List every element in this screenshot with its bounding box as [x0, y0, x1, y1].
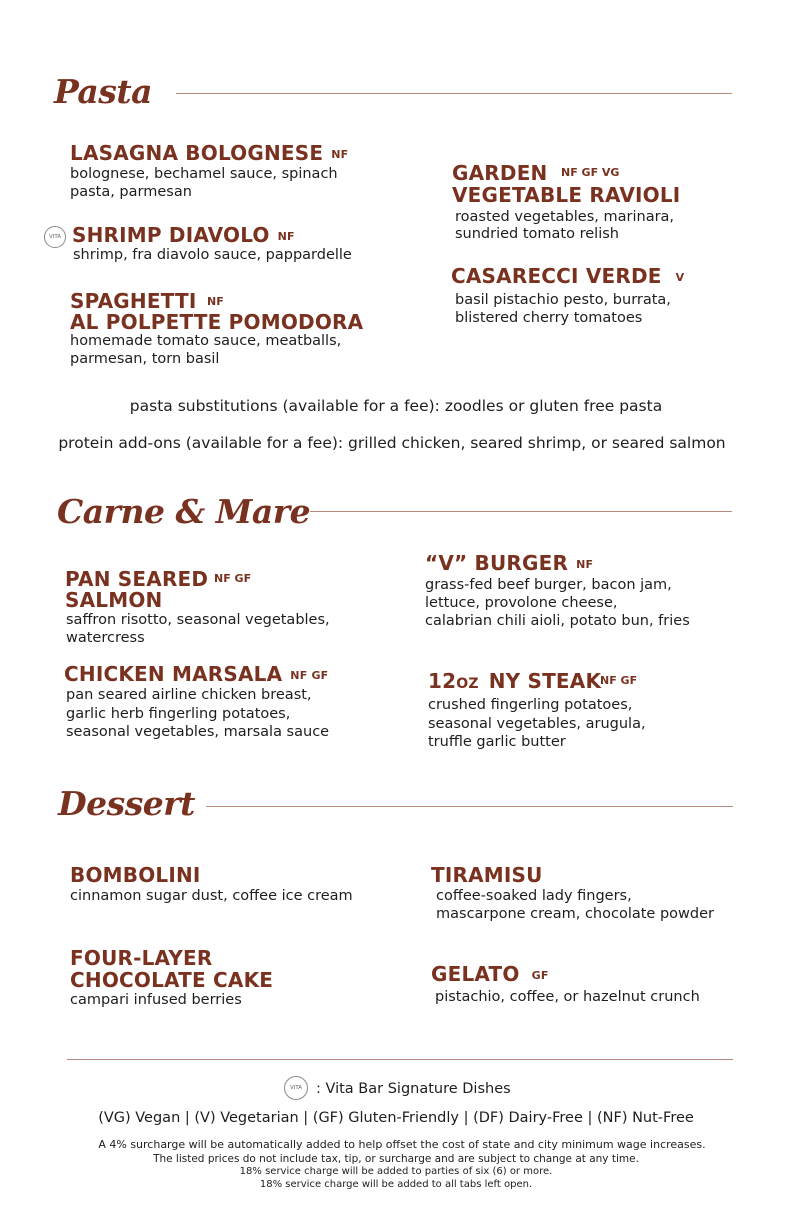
dish-cake-name-1: FOUR-LAYER [70, 946, 213, 970]
service-charge-party-note: 18% service charge will be added to parties of six (6) or more. [239, 1166, 553, 1177]
dish-gelato-name: GELATO $^{GF}$ [431, 962, 549, 986]
vita-legend: : Vita Bar Signature Dishes [316, 1081, 511, 1097]
diet-tags: GF [531, 969, 549, 982]
dish-spaghetti-name-1: SPAGHETTI [70, 289, 197, 313]
surcharge-note: A 4% surcharge will be automatically added to help offset the cost of state and city minimum wage increases. [98, 1138, 706, 1151]
dish-steak-name: 12OZ NY STEAK [428, 669, 602, 693]
dish-cake-desc-1: campari infused berries [70, 992, 242, 1008]
dish-chicken-desc-2: garlic herb fingerling potatoes, [66, 706, 291, 722]
dish-bombolini-desc-1: cinnamon sugar dust, coffee ice cream [70, 888, 353, 904]
diet-tags: V [675, 271, 685, 284]
vita-signature-icon: VITA [44, 226, 66, 248]
dish-chicken-desc-1: pan seared airline chicken breast, [66, 687, 312, 703]
dish-bombolini-name: BOMBOLINI [70, 863, 201, 887]
dish-spaghetti-desc-1: homemade tomato sauce, meatballs, [70, 333, 342, 349]
dish-tiramisu-name: TIRAMISU [431, 863, 543, 887]
dish-ravioli-name-1: GARDEN [452, 161, 548, 185]
dish-casarecci-desc-2: blistered cherry tomatoes [455, 310, 643, 326]
dish-tiramisu-desc-1: coffee-soaked lady fingers, [436, 888, 632, 904]
dish-lasagna-name: LASAGNA BOLOGNESE $^{NF}$ [70, 141, 349, 165]
protein-addons-note: protein add-ons (available for a fee): grilled chicken, seared shrimp, or seared salmon [58, 434, 726, 452]
dish-shrimp-name: SHRIMP DIAVOLO $^{NF}$ [72, 223, 295, 247]
dish-casarecci-name: CASARECCI VERDE $^V$ [451, 264, 685, 288]
dish-burger-desc-3: calabrian chili aioli, potato bun, fries [425, 613, 690, 629]
diet-tags: NF GF [214, 572, 252, 585]
dish-steak-desc-2: seasonal vegetables, arugula, [428, 716, 646, 732]
dish-lasagna-desc-2: pasta, parmesan [70, 184, 192, 200]
dish-cake-name-2: CHOCOLATE CAKE [70, 968, 274, 992]
dish-salmon-desc-2: watercress [66, 630, 145, 646]
dish-burger-name: “V” BURGER $^{NF}$ [425, 551, 594, 575]
dish-burger-desc-2: lettuce, provolone cheese, [425, 595, 618, 611]
dish-steak-desc-1: crushed fingerling potatoes, [428, 697, 633, 713]
dish-salmon-name-2: SALMON [65, 588, 163, 612]
diet-tags: NF GF VG [561, 166, 620, 179]
dish-shrimp-desc-1: shrimp, fra diavolo sauce, pappardelle [73, 247, 352, 263]
diet-tags: NF [277, 230, 295, 243]
diet-tags: NF [207, 295, 224, 308]
section-title-pasta: Pasta [54, 72, 153, 111]
dish-burger-desc-1: grass-fed beef burger, bacon jam, [425, 577, 672, 593]
diet-legend: (VG) Vegan | (V) Vegetarian | (GF) Gluten-Friendly | (DF) Dairy-Free | (NF) Nut-Free [98, 1110, 694, 1126]
section-divider [310, 511, 732, 512]
section-title-carne-mare: Carne & Mare [57, 492, 311, 531]
dish-gelato-desc-1: pistachio, coffee, or hazelnut crunch [435, 989, 700, 1005]
dish-lasagna-desc-1: bolognese, bechamel sauce, spinach [70, 166, 338, 182]
dish-chicken-desc-3: seasonal vegetables, marsala sauce [66, 724, 330, 740]
dish-chicken-name: CHICKEN MARSALA $^{NF GF}$ [64, 662, 329, 686]
prices-note: The listed prices do not include tax, tip, or surcharge and are subject to change at any time. [153, 1153, 639, 1165]
dish-spaghetti-name-2: AL POLPETTE POMODORA [70, 310, 364, 334]
service-charge-tabs-note: 18% service charge will be added to all tabs left open. [259, 1179, 533, 1190]
diet-tags: NF [576, 558, 594, 571]
dish-ravioli-name-2: VEGETABLE RAVIOLI [452, 183, 681, 207]
diet-tags: NF GF [290, 669, 329, 682]
vita-signature-icon: VITA [284, 1076, 308, 1100]
dish-ravioli-desc-1: roasted vegetables, marinara, [455, 209, 675, 225]
footer-divider [67, 1059, 733, 1060]
dish-spaghetti-desc-2: parmesan, torn basil [70, 351, 220, 367]
dish-tiramisu-desc-2: mascarpone cream, chocolate powder [436, 906, 714, 922]
dish-salmon-desc-1: saffron risotto, seasonal vegetables, [66, 612, 330, 628]
section-divider [206, 806, 733, 807]
pasta-substitutions-note: pasta substitutions (available for a fee): zoodles or gluten free pasta [129, 397, 663, 415]
dish-salmon-name-1: PAN SEARED [65, 567, 209, 591]
section-title-dessert: Dessert [58, 784, 195, 823]
diet-tags: NF GF [600, 674, 638, 687]
dish-casarecci-desc-1: basil pistachio pesto, burrata, [455, 292, 671, 308]
section-divider [176, 93, 732, 94]
dish-steak-desc-3: truffle garlic butter [428, 734, 566, 750]
dish-ravioli-desc-2: sundried tomato relish [455, 226, 619, 242]
diet-tags: NF [331, 148, 349, 161]
